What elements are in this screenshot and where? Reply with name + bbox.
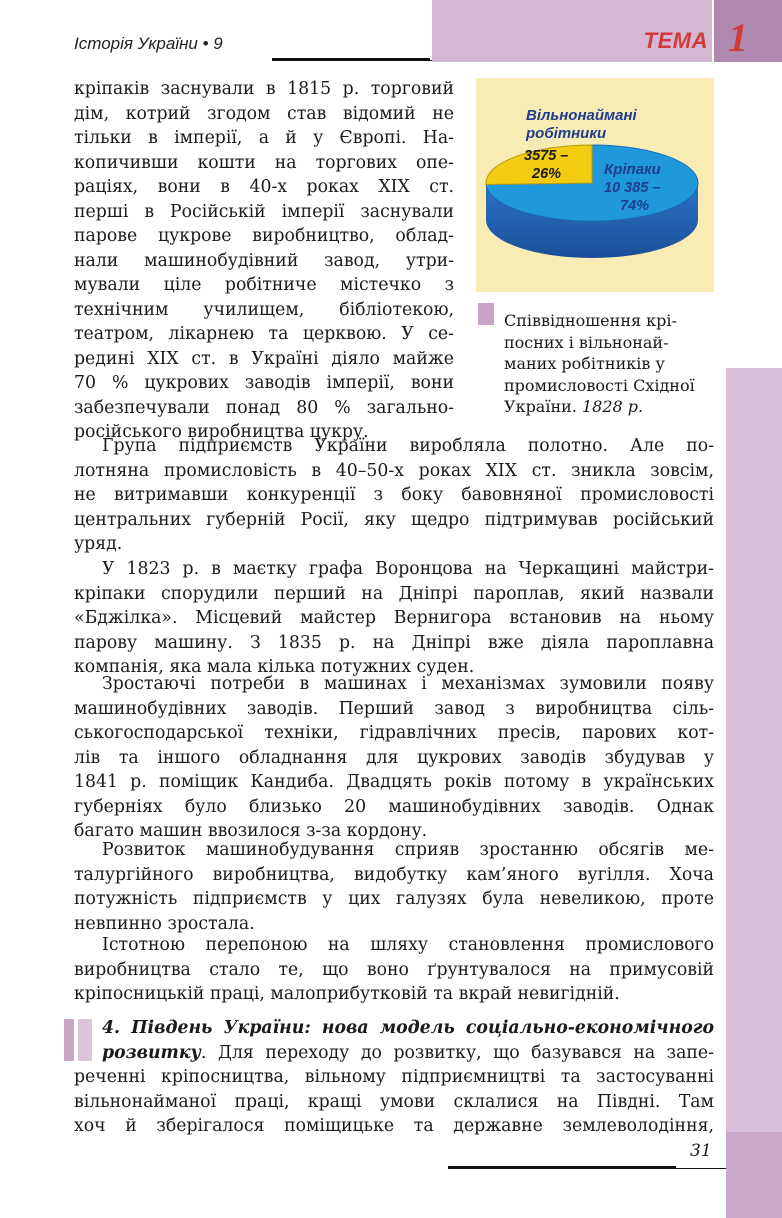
book-title: Історія України • 9 [74, 34, 223, 53]
text-line: Розвиток машинобудування сприяв зростанню обсягів ме- [102, 840, 714, 860]
text-line: Істотною перепоною на шляху становлення промислового [102, 935, 714, 955]
tema-number-box [714, 0, 782, 62]
caption-line [504, 353, 716, 375]
caption-text: України. [504, 397, 577, 416]
text-line: реченні кріпосництва, вільному підприємництві та застосуванні [74, 1067, 714, 1087]
caption-year: 1828 р. [581, 397, 644, 416]
footer-rule [448, 1166, 676, 1169]
text-line: уряд. [74, 534, 123, 554]
label-serf-percent: 74% [620, 198, 650, 214]
text-line: мували ціле робітниче містечко з [74, 275, 454, 295]
caption-text: посних і вільнонай- [504, 332, 669, 352]
label-free-value: 3575 – [524, 148, 569, 164]
text-line: парове цукрове виробництво, облад- [74, 226, 454, 246]
text-line: редині XIX ст. в Україні діяло майже [74, 348, 454, 369]
paragraph [74, 434, 714, 557]
section-line2 [74, 1041, 714, 1066]
paragraph [74, 933, 714, 1007]
text-line: тільки в імперії, а й у Європі. На- [74, 128, 454, 148]
caption-line [504, 396, 716, 418]
text-line: талургійного виробництва, видобутку кам’яного вугілля. Хоча [74, 864, 714, 885]
caption-line [504, 310, 716, 332]
text-line: дім, котрий згодом став відомий не [74, 103, 454, 124]
caption-line [504, 375, 716, 397]
page-number: 31 [690, 1141, 712, 1161]
paragraph-narrow [74, 77, 454, 445]
label-free-percent: 26% [532, 166, 562, 182]
text-line: російського виробництва цукру. [74, 422, 369, 442]
pie-chart [476, 78, 714, 292]
caption-marker [478, 303, 494, 325]
text-line: хоч й зберігалося поміщицьке та державне землеволодіння, [74, 1116, 714, 1136]
side-tab [726, 368, 782, 1218]
section-heading: 4. Південь України: нова модель соціально-економічного [102, 1018, 714, 1038]
tema-number: 1 [728, 15, 748, 60]
text-line: 1841 р. поміщик Кандиба. Двадцять років потому в українських [74, 772, 714, 792]
text-line: ськогосподарської техніки, гідравлічних пресів, парових кот- [74, 723, 714, 743]
side-tab-dark [726, 1132, 782, 1218]
text-line: театром, лікарнею та церквою. У се- [74, 324, 454, 344]
section-marker-dark [64, 1019, 74, 1061]
text-line: раціях, вони в 40-х роках XIX ст. [74, 177, 454, 197]
paragraph [74, 672, 714, 844]
section-line2-rest: . Для переходу до розвитку, що базувався на запе- [200, 1042, 714, 1063]
text-line: вільнонайманої праці, кращі умови склалися на Півдні. Там [74, 1091, 714, 1112]
text-line: губерніях було близько 20 машинобудівних заводів. Однак [74, 796, 714, 817]
caption-text: маних робітників у [504, 354, 665, 373]
caption-line [504, 332, 716, 354]
text-line: Зростаючі потреби в машинах і механізмах зумовили появу [102, 674, 714, 694]
text-line: технічним училищем, бібліотекою, [74, 299, 454, 320]
text-line: «Бджілка». Місцевий майстер Вернигора встановив на ньому [74, 608, 714, 628]
section-4 [74, 1016, 714, 1139]
caption-text: промисловості Східної [504, 375, 695, 395]
text-line: кріпаків заснували в 1815 р. торговий [74, 79, 454, 99]
text-line: У 1823 р. в маєтку графа Воронцова на Черкащині майстри- [102, 559, 714, 579]
paragraph [74, 838, 714, 936]
section-heading-line1 [74, 1016, 714, 1041]
text-line: машинобудівних заводів. Перший завод з виробництва сіль- [74, 698, 714, 719]
caption-text: Співвідношення крі- [504, 311, 677, 330]
label-serf-value: 10 385 – [604, 180, 661, 196]
paragraph [74, 557, 714, 680]
text-line: забезпечували понад 80 % загально- [74, 397, 454, 418]
text-line: Група підприємств України виробляла полотно. Але по- [102, 436, 714, 456]
text-line: перші в Російській імперії заснували [74, 201, 454, 222]
text-line: лотняна промисловість в 40–50-х роках XIX ст. зникла зовсім, [74, 460, 714, 481]
figure-caption [504, 310, 716, 418]
text-line: лів та іншого обладнання для цукрових заводів збудував у [74, 747, 714, 768]
text-line: невпинно зростала. [74, 913, 255, 934]
text-line: виробництва стало те, що воно ґрунтувалося на примусовій [74, 959, 714, 980]
text-line: потужність підприємств у цих галузях була невеликою, проте [74, 889, 714, 909]
text-line: багато машин ввозилося з-за кордону. [74, 821, 428, 841]
footer-rule-thin [676, 1168, 726, 1169]
text-line: кріпосницькій праці, малоприбутковій та вкрай невигідній. [74, 984, 620, 1004]
text-line: копичивши кошти на торгових опе- [74, 152, 454, 173]
text-line: кріпаки спорудили перший на Дніпрі пароплав, який назвали [74, 583, 714, 604]
text-line: парову машину. З 1835 р. на Дніпрі вже діяла пароплавна [74, 632, 714, 653]
text-line: не витримавши конкуренції з боку бавовняної промисловості [74, 485, 714, 505]
tema-label: ТЕМА [643, 28, 708, 53]
label-serf: Кріпаки [604, 161, 661, 178]
text-line: 70 % цукрових заводів імперії, вони [74, 373, 454, 393]
pie-chart-figure [476, 78, 714, 292]
text-line: нали машинобудівний завод, утри- [74, 250, 454, 271]
label-free-line2: робітники [526, 125, 607, 142]
header-rule [272, 58, 430, 61]
section-heading-end: розвитку [102, 1042, 201, 1063]
label-free-line1: Вільнонаймані [526, 107, 637, 124]
text-line: центральних губерній Росії, яку щедро підтримував російський [74, 509, 714, 530]
text-line: компанія, яка мала кілька потужних суден. [74, 657, 475, 677]
